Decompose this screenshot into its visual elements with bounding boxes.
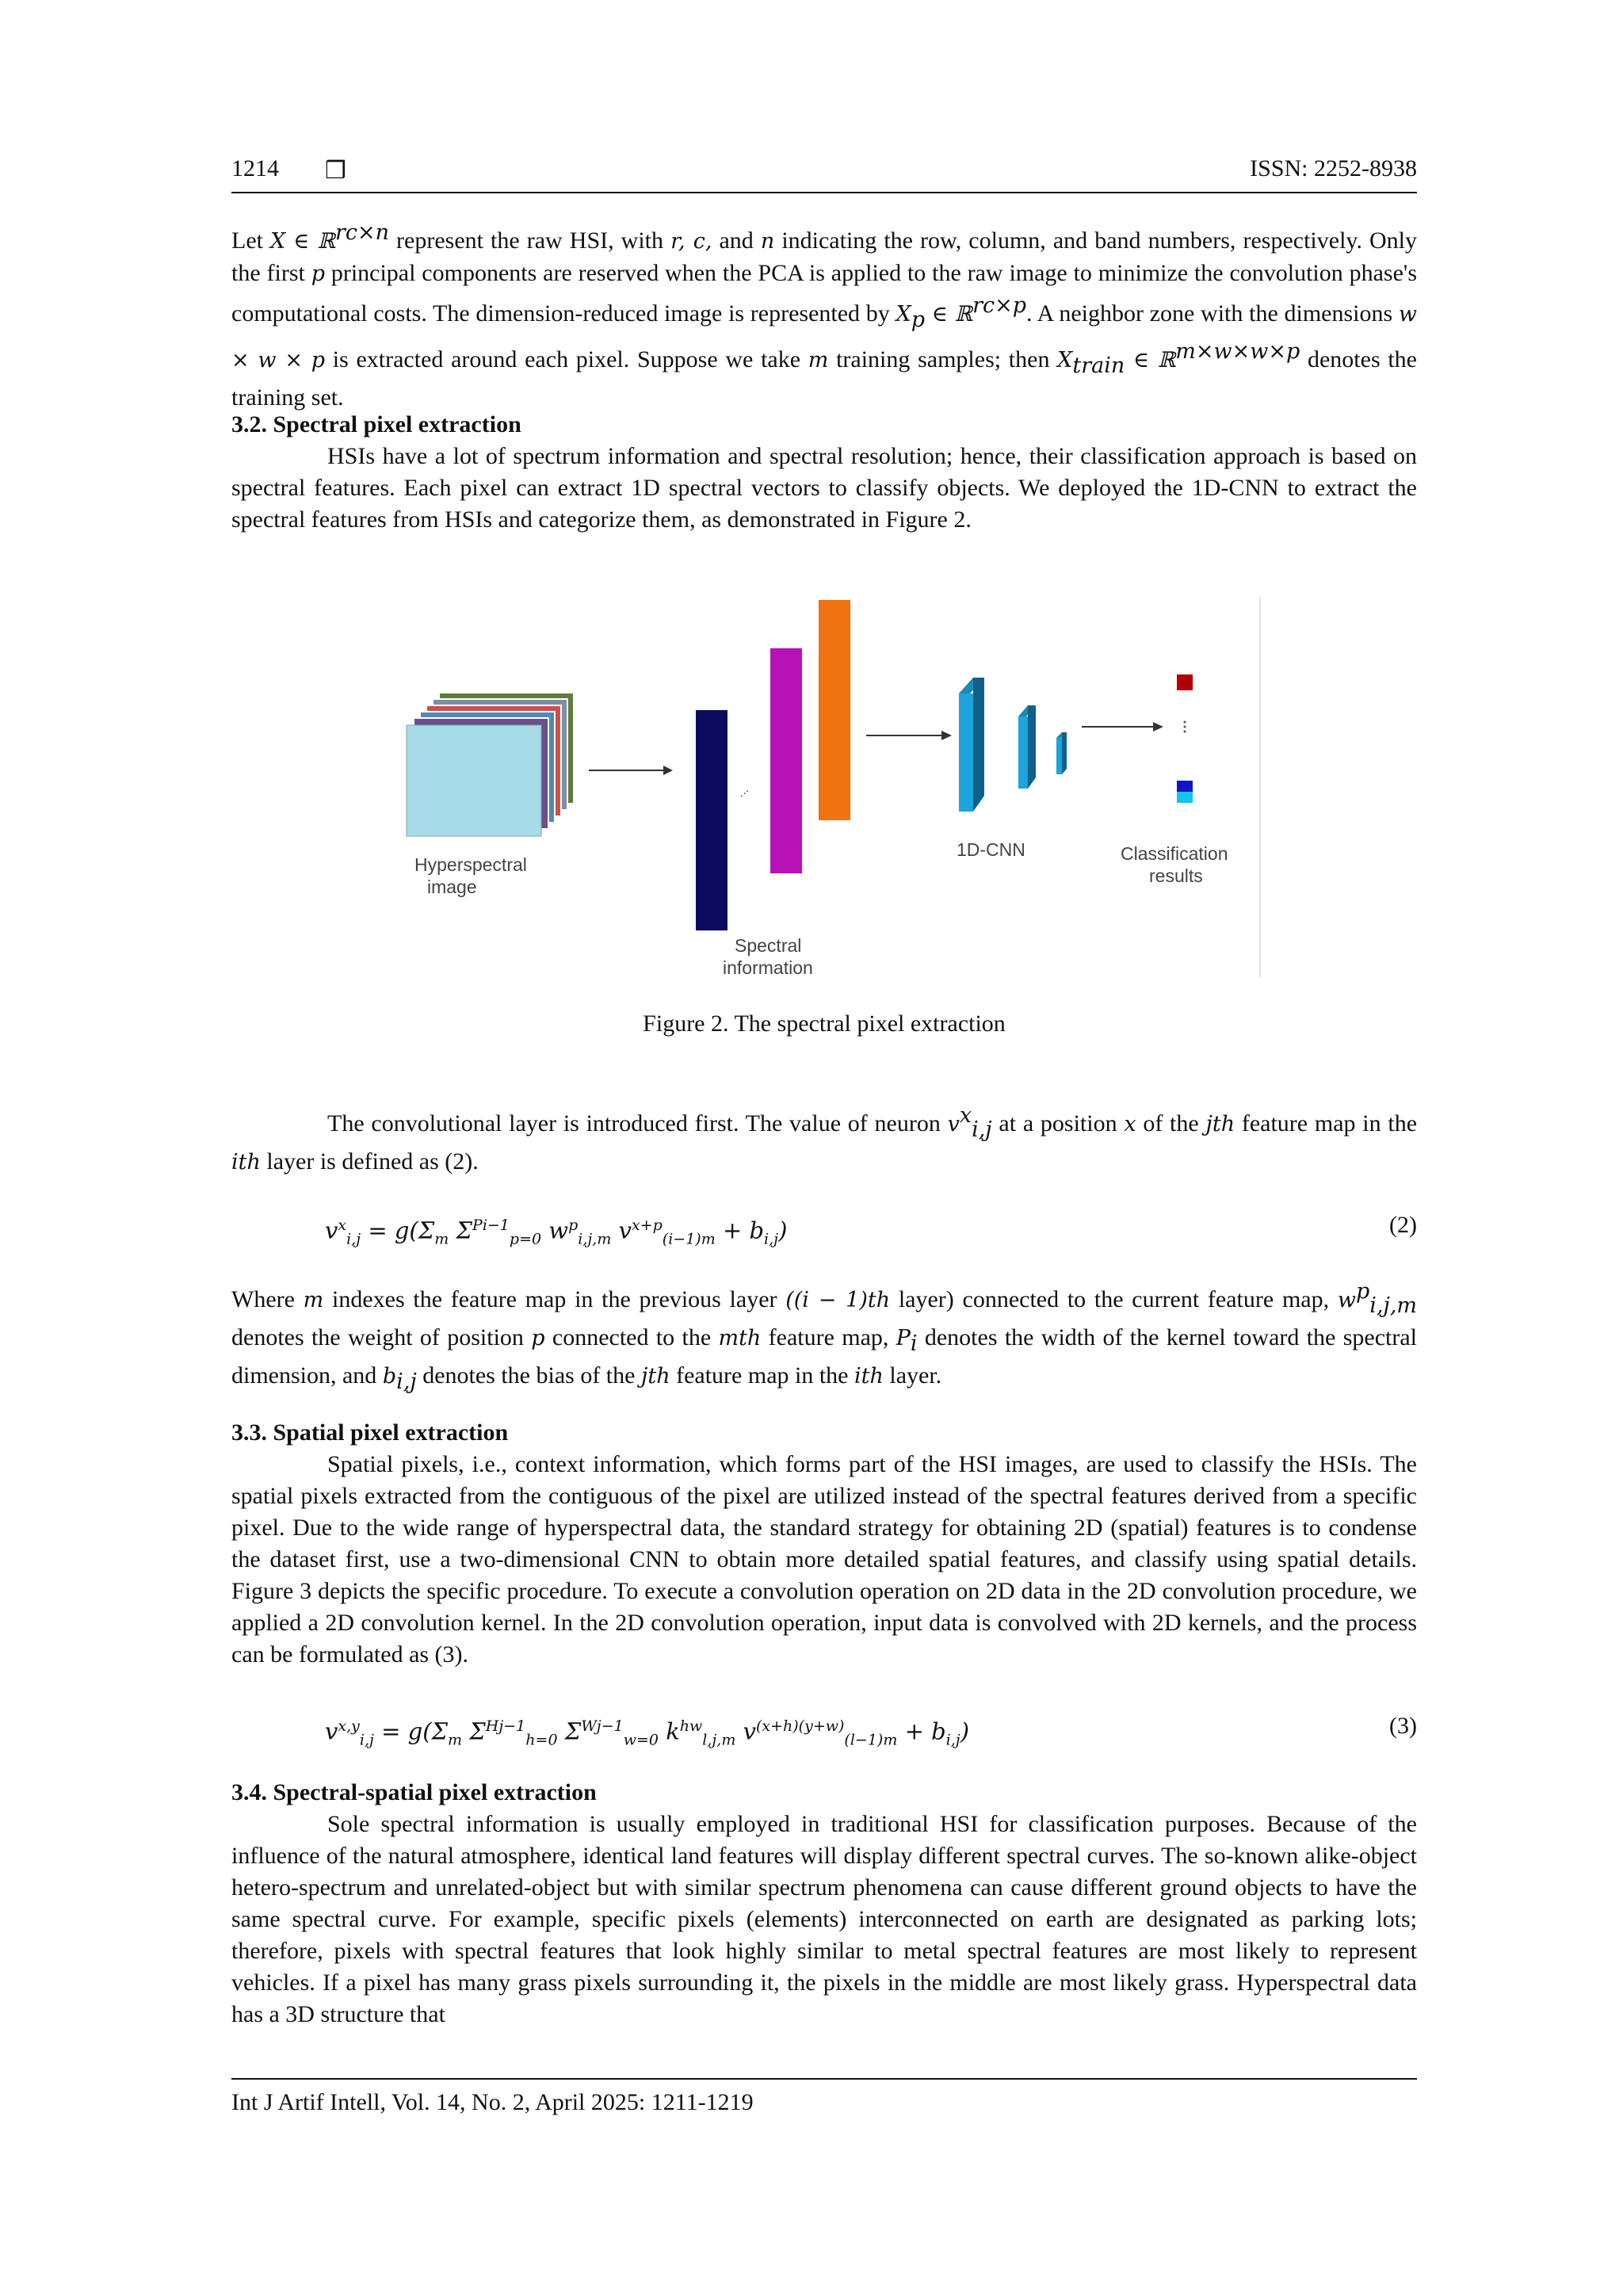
section-body: Spatial pixels, i.e., context information, which forms part of the HSI images, are used to classify the HSIs. The spatial pixels extracted from the contiguous of the pixel are utilized instead of the spectral features derived from a specific pixel. Due to the wide range of hyperspectral data, the standard strategy for obtaining 2D (spatial) features is to condense the dataset first, use a two-dimensional CNN to obtain more detailed spatial features, and classify using spatial details. Figure 3 depicts the specific procedure. To execute a convolution operation on 2D data in the 2D convolution procedure, we applied a 2D convolution kernel. In the 2D convolution operation, input data is convolved with 2D kernels, and the process can be formulated as (3). [231,1451,1417,1668]
where-paragraph: Where m indexes the feature map in the previous layer ((i − 1)th layer) connected to the current feature map, $w^p_{i,j,m}$ denotes the weight of position p connected to the mth feature map, $P_i$ denotes the width of the kernel toward the spectral dimension, and $b_{i,j}$ denotes the bias of the jth feature map in the ith layer. [231,1279,1418,1394]
section-heading: 3.2. Spectral pixel extraction [231,411,521,437]
figure-caption: Figure 2. The spectral pixel extraction [643,1010,1006,1037]
page-footer [231,2078,1417,2116]
section-body: HSIs have a lot of spectrum information and spectral resolution; hence, their classification approach is based on spectral features. Each pixel can extract 1D spectral vectors to classify objects. We deployed the 1D-CNN to extract the spectral features from HSIs and categorize them, as demonstrated in Figure 2. [231,443,1417,533]
label-spectral-2: information [723,957,813,978]
svg-text:⋯: ⋯ [736,785,754,803]
section-body: Sole spectral information is usually employed in traditional HSI for classification purposes. Because of the influence of the natural atmosphere, identical land features will display different spectral curves. The so-known alike-object hetero-spectrum and unrelated-object but with similar spectrum phenomena can cause different ground objects to have the same spectral curve. For example, specific pixels (elements) interconnected on earth are designated as parking lots; therefore, pixels with spectral features that look highly similar to metal spectral features are most likely to represent vehicles. If a pixel has many grass pixels surrounding it, the pixels in the middle are most likely grass. Hyperspectral data has a 3D structure that [231,1811,1417,2027]
label-spectral: Spectral [735,935,802,956]
box-icon: ❒ [325,158,346,184]
equation-number: (3) [1389,1713,1417,1739]
page-header [231,152,1417,193]
spectral-bar-3 [819,600,850,820]
page-number: 1214 [231,155,279,181]
spectral-bar-1 [696,710,727,930]
result-blue [1177,781,1193,792]
section-3-3 [231,1417,1417,1671]
result-red [1177,674,1193,690]
cnn-layers [959,678,1067,812]
equation-3: $v^{x,y}_{i,j} = g(\Sigma_m$ $\Sigma^{Hj-1}_{h=0}$ $\Sigma^{Wj-1}_{w=0}$ $k^{hw}_{l,j,m}$ $v^{(x+h)(y+w)}_{(l-1)m} + b_{i,j}$) (3) [325,1702,1417,1750]
issn: ISSN: 2252-8938 [1250,155,1417,181]
label-results: Classification [1121,843,1228,864]
equation-number: (2) [1389,1212,1417,1238]
section-heading: 3.4. Spectral-spatial pixel extraction [231,1779,597,1805]
label-results-2: results [1149,865,1203,886]
spectral-bar-2 [770,648,802,873]
figure-2-diagram [384,590,1268,987]
label-cnn: 1D-CNN [957,839,1025,860]
equation-2: $v^x_{i,j} = g(\Sigma_m$ $\Sigma^{Pi-1}_{p=0}$ $w^p_{i,j,m}$ $v^{x+p}_{(i-1)m} + b_{i,j}$) (2) [325,1201,1417,1249]
label-hyperspectral-2: image [427,877,477,897]
section-3-2 [231,409,1417,536]
result-cyan [1177,792,1193,803]
section-3-4 [231,1777,1417,2030]
label-hyperspectral: Hyperspectral [414,854,527,875]
conv-paragraph: The convolutional layer is introduced first. The value of neuron $v^x_{i,j}$ at a position x of the jth feature map in the ith layer is defined as (2). [231,1103,1418,1175]
section-heading: 3.3. Spatial pixel extraction [231,1419,509,1446]
footer-citation: Int J Artif Intell, Vol. 14, No. 2, April 2025: 1211-1219 [231,2089,754,2115]
intro-paragraph: Let X ∈ ℝ$^{rc\times n}$ represent the raw HSI, with r, c, and n indicating the row, column, and band numbers, respectively. Only the first p principal components are reserved when the PCA is applied to the raw image to minimize the convolution phase's computational costs. The dimension-reduced image is represented by $X_p$ ∈ ℝ$^{rc\times p}$. A neighbor zone with the dimensions w × w × p is extracted around each pixel. Suppose we take m training samples; then $X_{train}$ ∈ ℝ$^{m\times w\times w\times p}$ denotes the training set. [231,220,1418,411]
hyperspectral-cube [407,693,574,836]
